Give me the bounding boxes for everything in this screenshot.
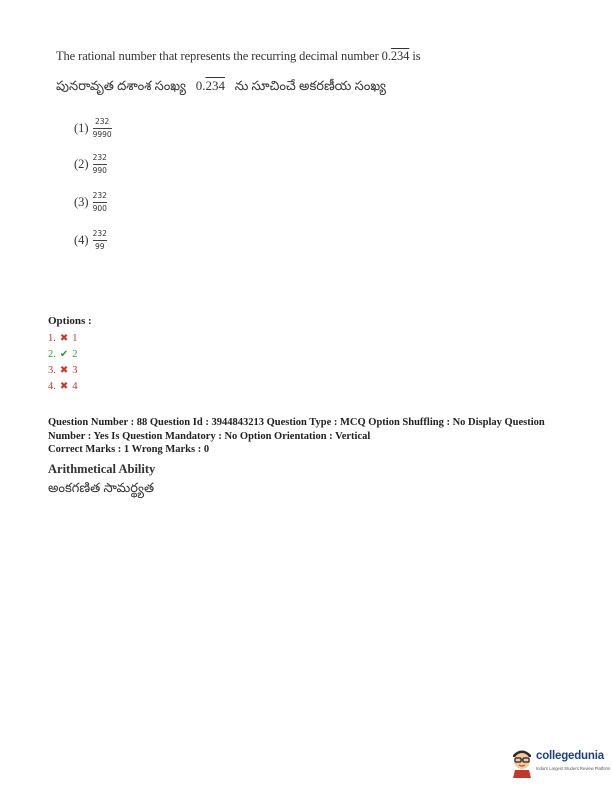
- option-value: 4: [72, 381, 78, 392]
- metadata-line: Question Number : 88 Question Id : 3944843213 Question Type : MCQ Option Shuffling : No Display Question: [48, 417, 545, 428]
- fraction-bar: [93, 164, 107, 165]
- option-value: 2: [72, 349, 78, 360]
- section-title-telugu: అంకగణిత సామర్థ్యత: [48, 480, 155, 495]
- question-telugu-prefix: పునరావృత దశాంశ సంఖ్య: [56, 78, 186, 93]
- numerator: 232: [94, 117, 110, 126]
- denominator: 900: [92, 203, 107, 213]
- question-telugu-suffix: ను సూచించే అకరణీయ సంఖ్య: [234, 78, 386, 93]
- recurring-number-telugu: [196, 78, 229, 93]
- check-mark-icon: ✔: [59, 349, 69, 360]
- option-row: [48, 365, 78, 376]
- recurring-number-int: 0.: [381, 49, 391, 63]
- wrong-mark-icon: ✖: [59, 333, 69, 344]
- fraction-bar: [93, 128, 112, 129]
- metadata-line: Correct Marks : 1 Wrong Marks : 0: [48, 444, 210, 455]
- recurring-number-telugu-bar: 234: [205, 78, 225, 93]
- wrong-mark-icon: ✖: [59, 365, 69, 376]
- denominator: 99: [94, 241, 105, 251]
- option-row: [48, 333, 78, 344]
- question-metadata: [48, 416, 578, 457]
- numerator: 232: [92, 153, 107, 162]
- option-index: 4.: [48, 381, 56, 392]
- mascot-icon: [510, 746, 534, 778]
- brand-tagline: India's Largest Student Review Platform: [536, 766, 611, 771]
- recurring-number: [382, 49, 413, 63]
- option-row: [48, 349, 78, 360]
- choice-2: [74, 149, 107, 179]
- option-value: 3: [72, 365, 78, 376]
- fraction-bar: [93, 202, 107, 203]
- fraction: [93, 118, 112, 138]
- choice-label: (3): [74, 194, 89, 209]
- metadata-line: Number : Yes Is Question Mandatory : No Option Orientation : Vertical: [48, 430, 371, 442]
- recurring-number-bar: 234: [390, 49, 410, 63]
- option-value: 1: [72, 333, 78, 344]
- choice-1: [74, 113, 112, 143]
- brand-name: collegedunia: [536, 750, 604, 762]
- section-title-english: Arithmetical Ability: [48, 462, 156, 476]
- numerator: 232: [92, 229, 107, 238]
- fraction-bar: [93, 240, 107, 241]
- option-index: 3.: [48, 365, 56, 376]
- wrong-mark-icon: ✖: [59, 381, 69, 392]
- numerator: 232: [92, 191, 107, 200]
- choice-3: [74, 187, 107, 217]
- denominator: 990: [92, 165, 107, 175]
- question-suffix: is: [412, 49, 421, 63]
- fraction: [93, 154, 107, 174]
- question-text-telugu: [56, 78, 386, 97]
- option-row: [48, 381, 78, 392]
- choice-4: [74, 225, 107, 255]
- choice-label: (2): [74, 156, 89, 171]
- denominator: 9990: [92, 129, 112, 139]
- fraction: [93, 192, 107, 212]
- recurring-number-telugu-int: 0.: [195, 78, 206, 93]
- fraction: [93, 230, 107, 250]
- option-index: 2.: [48, 349, 56, 360]
- question-text-english: [56, 49, 420, 64]
- collegedunia-logo: [510, 746, 610, 780]
- choice-label: (4): [74, 232, 89, 247]
- option-index: 1.: [48, 333, 56, 344]
- question-prefix: The rational number that represents the recurring decimal number: [56, 49, 379, 63]
- options-title: Options :: [48, 315, 92, 327]
- choice-label: (1): [74, 120, 89, 135]
